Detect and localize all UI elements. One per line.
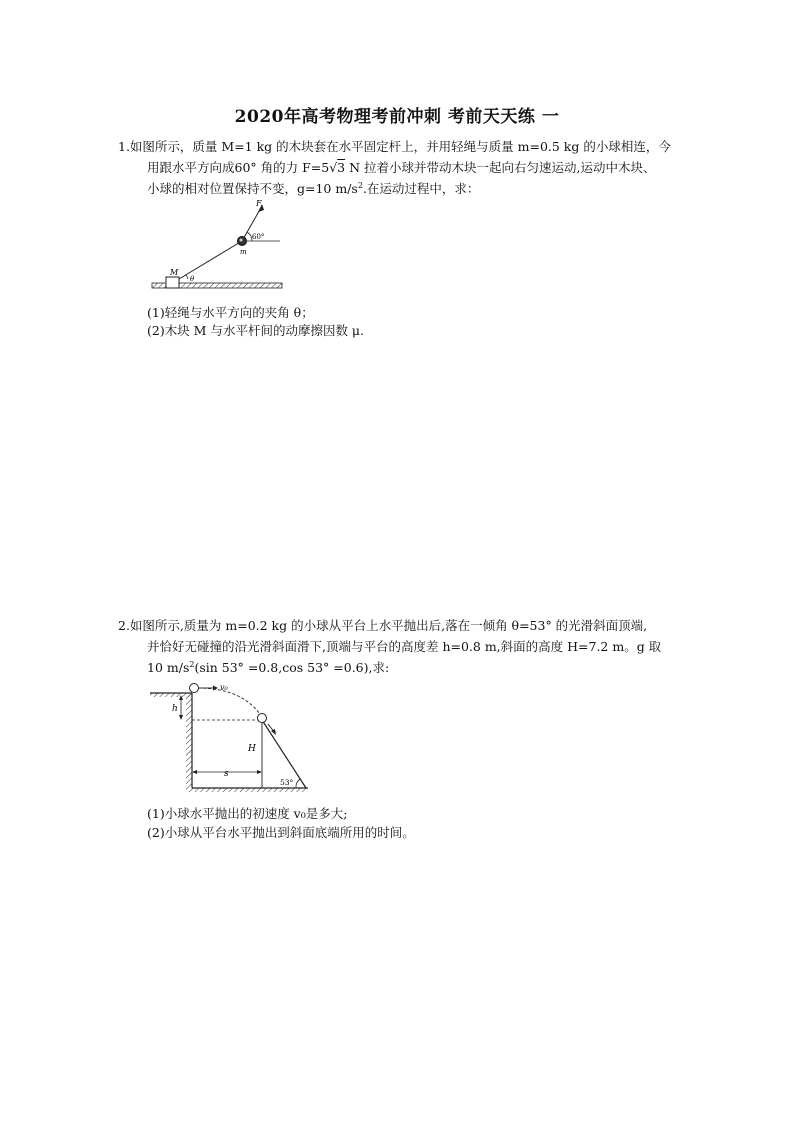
question-2 [118,615,718,678]
sqrt-symbol: √ [329,160,338,175]
label-s: s [224,769,229,779]
q2-line3: 10 $m/s^2(\sin$ 53° =0.8,cos 53° =0.6),求: [147,660,390,675]
rope [179,241,242,279]
radicand: 3 [337,160,346,175]
label-F: F [256,199,262,208]
q1-sub2: (2)木块 M 与水平杆间的动摩擦因数 μ. [147,323,365,338]
ball-start [190,684,199,693]
question-1 [118,136,718,199]
q2-sub2: (2)小球从平台水平抛出到斜面底端所用的时间。 [147,825,415,840]
angle-arc-53 [296,779,300,788]
h-arrow-bottom [179,715,183,720]
ball-incline [258,714,267,723]
label-h: h [172,704,178,714]
s-arrow-right [257,770,262,774]
q1-line2: 用跟水平方向成60° 角的力 F=5√3 N 拉着小球并带动木块一起向右匀速运动,运动中木块、 [147,160,656,175]
q2-line2: 并恰好无碰撞的沿光滑斜面滑下,顶端与平台的高度差 h=0.8 m,斜面的高度 H=7.2 m。g 取 [147,639,662,654]
page-title: 2020年高考物理考前冲刺 考前天天练 一 [234,107,560,127]
label-v0: v₀ [220,683,228,692]
s-arrow-left [192,770,197,774]
q1-line1: 1.如图所示，质量 M=1 kg 的木块套在水平固定杆上，并用轻绳与质量 m=0.5 kg 的小球相连，今 [118,139,671,154]
label-theta: θ [190,275,195,283]
label-H: H [248,744,256,754]
label-m: m [240,248,247,256]
angle-arc-theta [186,275,188,279]
label-53: 53° [280,778,294,787]
q2-sub1: (1)小球水平抛出的初速度 v₀是多大; [147,806,348,821]
label-M: M [170,268,179,277]
label-60: 60° [252,233,265,241]
wall-hatch [186,693,192,788]
q2-line1: 2.如图所示,质量为 m=0.2 kg 的小球从平台上水平抛出后,落在一倾角 θ=53° 的光滑斜面顶端, [118,618,648,633]
q1-line3: 小球的相对位置保持不变，g=10 $m/s^2$.在运动过程中，求： [147,181,480,196]
q1-figure [148,196,288,296]
block-M [166,277,179,288]
q1-sub1: (1)轻绳与水平方向的夹角 θ； [147,305,314,320]
v0-arrowhead [213,686,218,691]
ball-highlight [240,239,243,242]
q2-figure [148,680,310,792]
trajectory [198,688,262,717]
